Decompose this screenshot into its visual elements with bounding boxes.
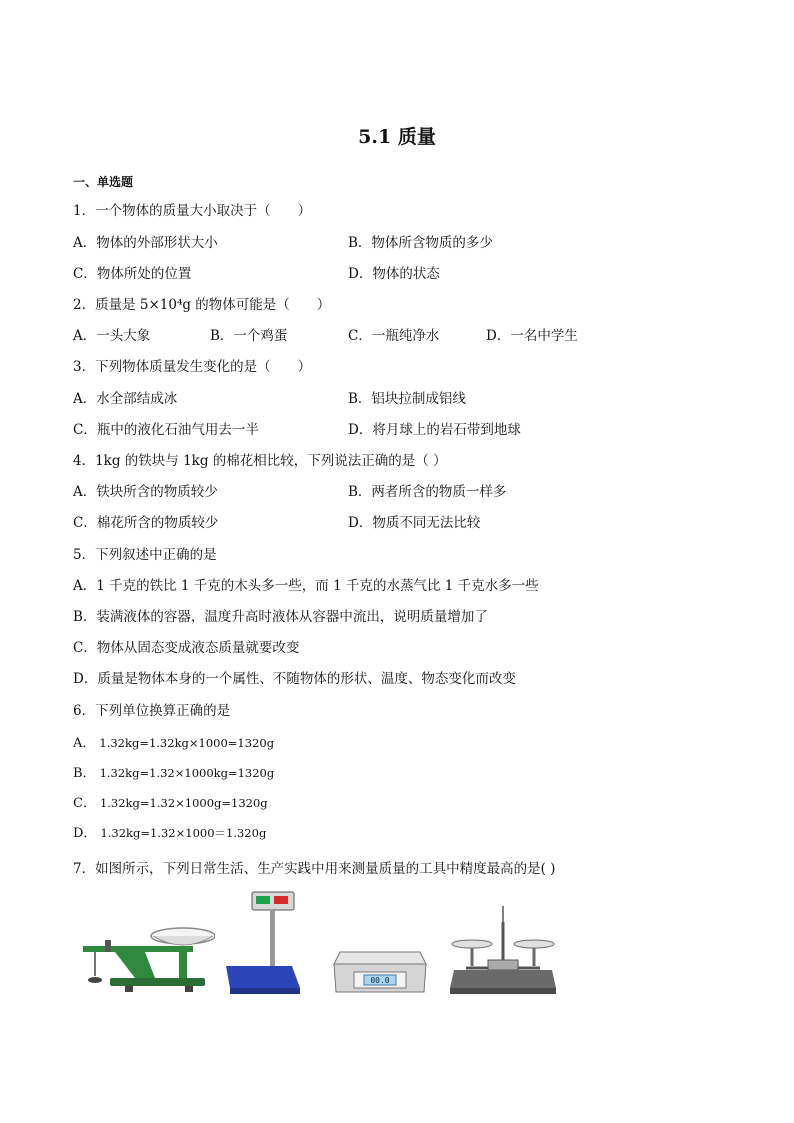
option-label: A．: [73, 736, 96, 751]
question-5-stem: 5．下列叙述中正确的是: [73, 547, 217, 563]
steelyard-scale-figure: [75, 888, 215, 1003]
formula: 1.32kg=1.32×1000g=1320g: [99, 796, 268, 810]
question-1-option-d[interactable]: D．物体的状态: [348, 266, 440, 282]
question-6-option-c[interactable]: [73, 792, 268, 811]
question-2-option-a[interactable]: A．一头大象: [73, 328, 151, 344]
pan-balance-figure: [448, 888, 558, 1003]
question-6-option-d[interactable]: [73, 822, 266, 841]
question-4-option-c[interactable]: C．棉花所含的物质较少: [73, 515, 219, 531]
question-5-option-c[interactable]: C．物体从固态变成液态质量就要改变: [73, 640, 300, 656]
question-4-option-d[interactable]: D．物质不同无法比较: [348, 515, 481, 531]
option-label: D．: [73, 826, 97, 841]
question-4-option-a[interactable]: A．铁块所含的物质较少: [73, 484, 218, 500]
question-4-stem: 4．1kg 的铁块与 1kg 的棉花相比较，下列说法正确的是（ ）: [73, 453, 447, 469]
question-6-option-a[interactable]: [73, 732, 274, 751]
question-3-stem: 3．下列物体质量发生变化的是（ ）: [73, 359, 312, 375]
section-heading: 一、单选题: [73, 175, 134, 189]
question-5-option-a[interactable]: A．1 千克的铁比 1 千克的木头多一些，而 1 千克的水蒸气比 1 千克水多一些: [73, 578, 539, 594]
page-title: 5.1 质量: [358, 126, 436, 148]
question-1-option-a[interactable]: A．物体的外部形状大小: [73, 235, 218, 251]
question-1-option-b[interactable]: B．物体所含物质的多少: [348, 235, 493, 251]
formula: 1.32kg=1.32×1000＝1.320g: [100, 826, 267, 840]
question-6-stem: 6．下列单位换算正确的是: [73, 703, 231, 719]
question-4-option-b[interactable]: B．两者所含的物质一样多: [348, 484, 507, 500]
question-5-option-b[interactable]: B．装满液体的容器，温度升高时液体从容器中流出，说明质量增加了: [73, 609, 488, 625]
electronic-scale-figure: [330, 888, 430, 1003]
question-3-option-d[interactable]: D．将月球上的岩石带到地球: [348, 422, 521, 438]
question-2-option-d[interactable]: D．一名中学生: [486, 328, 578, 344]
option-label: B．: [73, 766, 96, 781]
question-3-option-b[interactable]: B．铝块拉制成铝线: [348, 391, 466, 407]
question-7-stem: 7．如图所示，下列日常生活、生产实践中用来测量质量的工具中精度最高的是( ): [73, 861, 556, 877]
formula: 1.32kg=1.32kg×1000=1320g: [99, 736, 275, 750]
question-2-option-c[interactable]: C．一瓶纯净水: [348, 328, 440, 344]
scale-display-readout: 00.0: [370, 976, 390, 985]
option-label: C．: [73, 796, 96, 811]
platform-scale-figure: [222, 888, 307, 1003]
question-1-stem: 1．一个物体的质量大小取决于（ ）: [73, 203, 312, 219]
question-3-option-a[interactable]: A．水全部结成冰: [73, 391, 178, 407]
question-5-option-d[interactable]: D．质量是物体本身的一个属性、不随物体的形状、温度、物态变化而改变: [73, 671, 516, 687]
question-2-stem: 2．质量是 5×10⁴g 的物体可能是（ ）: [73, 297, 331, 313]
question-3-option-c[interactable]: C．瓶中的液化石油气用去一半: [73, 422, 259, 438]
question-2-option-b[interactable]: B．一个鸡蛋: [210, 328, 288, 344]
question-1-option-c[interactable]: C．物体所处的位置: [73, 266, 192, 282]
question-6-option-b[interactable]: [73, 762, 274, 781]
formula: 1.32kg=1.32×1000kg=1320g: [99, 766, 275, 780]
